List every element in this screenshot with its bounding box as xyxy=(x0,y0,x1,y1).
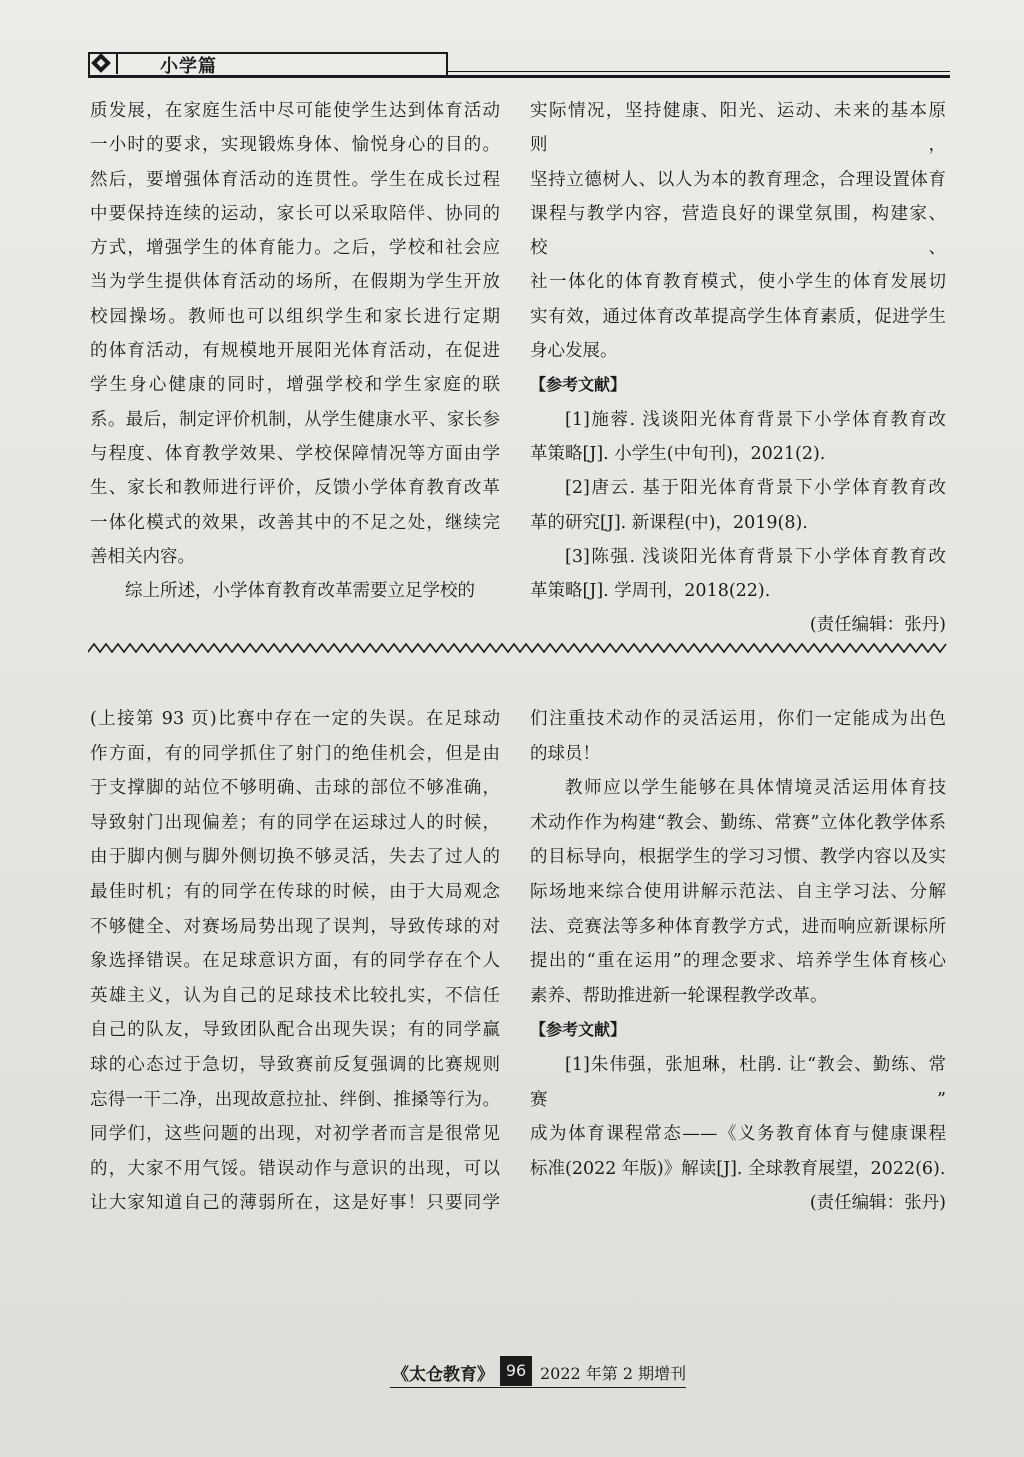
references-heading: 【参考文献】 xyxy=(530,1020,627,1040)
text-line: 作方面，有的同学抓住了射门的绝佳机会，但是由 xyxy=(90,743,500,764)
reference-line: [1]施蓉. 浅谈阳光体育背景下小学体育教育改 xyxy=(565,409,946,430)
text-line: 实际情况，坚持健康、阳光、运动、未来的基本原则， xyxy=(530,101,946,156)
text-line: 学生身心健康的同时，增强学校和学生家庭的联 xyxy=(90,375,500,396)
text-line: 自己的队友，导致团队配合出现失误；有的同学赢 xyxy=(90,1020,500,1041)
reference-line: 标准(2022 年版)》解读[J]. 全球教育展望，2022(6). xyxy=(530,1158,946,1179)
page-header xyxy=(88,52,950,78)
reference-line: [3]陈强. 浅谈阳光体育背景下小学体育教育改 xyxy=(565,546,946,567)
bottom-left-column xyxy=(90,702,500,1221)
top-left-column xyxy=(90,94,500,608)
references-heading: 【参考文献】 xyxy=(530,375,627,395)
text-line: 际场地来综合使用讲解示范法、自主学习法、分解 xyxy=(530,881,946,902)
text-line: 球的心态过于急切，导致赛前反复强调的比赛规则 xyxy=(90,1054,500,1075)
text-line: 生、家长和教师进行评价，反馈小学体育教育改革 xyxy=(90,478,500,499)
page-footer xyxy=(340,1356,700,1390)
text-line: 的球员！ xyxy=(530,743,600,764)
text-line: 的，大家不用气馁。错误动作与意识的出现，可以 xyxy=(90,1158,500,1179)
text-line: 素养、帮助推进新一轮课程教学改革。 xyxy=(530,985,828,1006)
text-line: 身心发展。 xyxy=(530,341,618,362)
text-line: 忘得一干二净，出现故意拉扯、绊倒、推搡等行为。 xyxy=(90,1089,500,1110)
text-line: 教师应以学生能够在具体情境灵活运用体育技 xyxy=(565,778,946,799)
text-line: 英雄主义，认为自己的足球技术比较扎实，不信任 xyxy=(90,985,500,1006)
reference-line: [2]唐云. 基于阳光体育背景下小学体育教育改 xyxy=(565,478,946,499)
text-line: 的目标导向，根据学生的学习习惯、教学内容以及实 xyxy=(530,847,946,868)
zigzag-divider xyxy=(88,638,950,658)
editor-credit: (责任编辑：张丹) xyxy=(809,615,946,636)
text-line: 中要保持连续的运动，家长可以采取陪伴、协同的 xyxy=(90,203,500,224)
text-line: 最佳时机；有的同学在传球的时候，由于大局观念 xyxy=(90,881,500,902)
header-separator xyxy=(116,54,118,74)
journal-name: 《太仓教育》 xyxy=(392,1365,494,1385)
text-line: 由于脚内侧与脚外侧切换不够灵活，失去了过人的 xyxy=(90,847,500,868)
text-line: 质发展，在家庭生活中尽可能使学生达到体育活动 xyxy=(90,101,500,121)
section-title: 小学篇 xyxy=(160,56,217,77)
text-line: 然后，要增强体育活动的连贯性。学生在成长过程 xyxy=(90,169,500,190)
text-line: 不够健全、对赛场局势出现了误判，导致传球的对 xyxy=(90,916,500,937)
header-thin-rule xyxy=(448,71,950,72)
text-line: (上接第 93 页)比赛中存在一定的失误。在足球动 xyxy=(90,709,500,729)
issue-label: 2022 年第 2 期增刊 xyxy=(540,1364,687,1383)
text-line: 校园操场。教师也可以组织学生和家长进行定期 xyxy=(90,306,500,327)
text-line: 当为学生提供体育活动的场所，在假期为学生开放 xyxy=(90,272,500,293)
header-rule xyxy=(88,75,950,78)
text-line: 课程与教学内容，营造良好的课堂氛围，构建家、校、 xyxy=(530,203,946,259)
text-line: 一体化模式的效果，改善其中的不足之处，继续完 xyxy=(90,512,500,533)
text-line: 实有效，通过体育改革提高学生体育素质，促进学生 xyxy=(530,306,946,327)
text-line: 法、竞赛法等多种体育教学方式，进而响应新课标所 xyxy=(530,916,946,937)
footer-rule xyxy=(390,1387,686,1388)
editor-credit: (责任编辑：张丹) xyxy=(809,1193,946,1214)
text-line: 一小时的要求，实现锻炼身体、愉悦身心的目的。 xyxy=(90,135,500,156)
text-line: 社一体化的体育教育模式，使小学生的体育发展切 xyxy=(530,272,946,293)
text-line: 于支撑脚的站位不够明确、击球的部位不够准确， xyxy=(90,778,500,799)
text-line: 术动作作为构建“教会、勤练、常赛”立体化教学体系 xyxy=(530,812,946,833)
text-line: 与程度、体育教学效果、学校保障情况等方面由学 xyxy=(90,443,500,464)
page-number: 96 xyxy=(500,1356,532,1386)
text-line: 提出的“重在运用”的理念要求、培养学生体育核心 xyxy=(530,951,946,972)
reference-line: 革的研究[J]. 新课程(中)，2019(8). xyxy=(530,512,808,533)
text-line: 让大家知道自己的薄弱所在，这是好事！只要同学 xyxy=(90,1193,500,1214)
reference-line: [1]朱伟强，张旭琳，杜鹃. 让“教会、勤练、常赛” xyxy=(530,1054,946,1110)
reference-line: 成为体育课程常态——《义务教育体育与健康课程 xyxy=(530,1124,946,1145)
bottom-right-column xyxy=(530,702,946,1221)
reference-line: 革策略[J]. 学周刊，2018(22). xyxy=(530,581,771,602)
text-line: 坚持立德树人、以人为本的教育理念，合理设置体育 xyxy=(530,169,946,190)
text-line: 系。最后，制定评价机制，从学生健康水平、家长参 xyxy=(90,409,500,430)
text-line: 象选择错误。在足球意识方面，有的同学存在个人 xyxy=(90,951,500,972)
text-line: 们注重技术动作的灵活运用，你们一定能成为出色 xyxy=(530,709,946,729)
header-tab xyxy=(88,52,448,76)
top-right-column xyxy=(530,94,946,643)
text-line: 的体育活动，有规模地开展阳光体育活动，在促进 xyxy=(90,341,500,362)
summary-line: 综上所述，小学体育教育改革需要立足学校的 xyxy=(125,581,475,602)
text-line: 导致射门出现偏差；有的同学在运球过人的时候， xyxy=(90,812,500,833)
text-line: 同学们，这些问题的出现，对初学者而言是很常见 xyxy=(90,1124,500,1145)
text-line: 方式，增强学生的体育能力。之后，学校和社会应 xyxy=(90,238,500,259)
text-line: 善相关内容。 xyxy=(90,546,195,567)
reference-line: 革策略[J]. 小学生(中旬刊)，2021(2). xyxy=(530,443,826,464)
